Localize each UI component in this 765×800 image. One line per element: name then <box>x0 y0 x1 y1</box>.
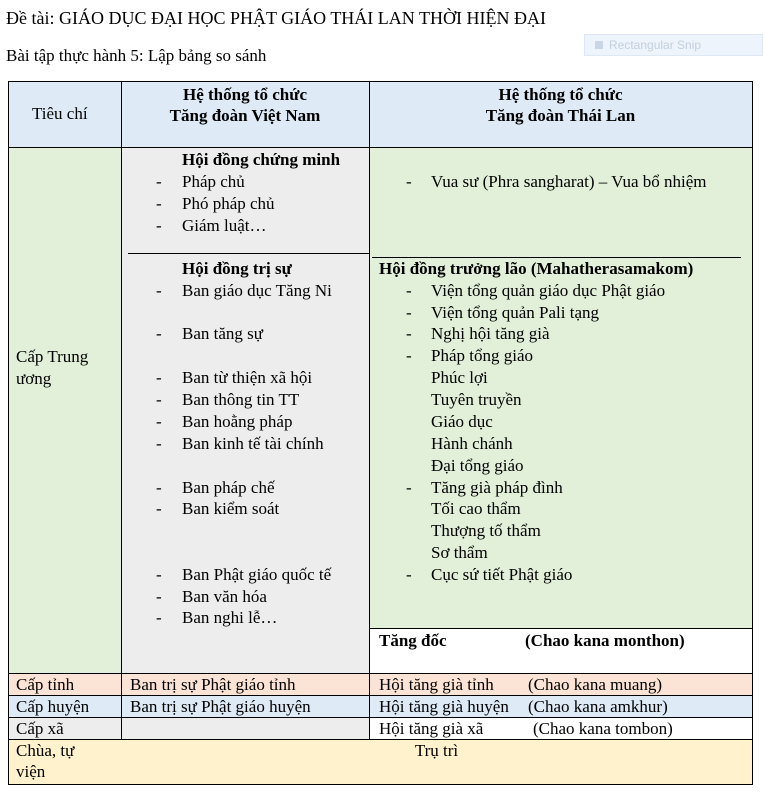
central-th-background <box>369 147 752 628</box>
column-divider-1 <box>121 81 122 739</box>
th-council-subitem: Thượng tố thẩm <box>431 521 541 540</box>
central-vn-inner-line <box>128 253 369 254</box>
snip-label: Rectangular Snip <box>609 38 702 52</box>
table-border-left <box>8 81 9 785</box>
province-vn: Ban trị sự Phật giáo tỉnh <box>130 675 296 694</box>
vn-council2-item: Ban pháp chế <box>182 478 275 497</box>
th-council-title: Hội đồng trưởng lão (Mahatherasamakom) <box>379 259 694 278</box>
th-monthon-paren: (Chao kana monthon) <box>525 631 685 650</box>
province-label: Cấp tỉnh <box>16 675 75 694</box>
th-monthon-title: Tăng đốc <box>379 631 447 650</box>
header-vn-line1: Hệ thống tổ chức <box>183 85 307 104</box>
dash-marker: - <box>156 478 162 497</box>
vn-council2-item: Ban hoằng pháp <box>182 412 293 431</box>
dash-marker: - <box>406 346 412 365</box>
row-line-district <box>8 695 753 696</box>
vn-council2-item: Ban tăng sự <box>182 324 263 343</box>
row-line-province <box>8 673 753 674</box>
th-council-item: Viện tổng quản giáo dục Phật giáo <box>431 281 666 300</box>
central-label: Cấp Trung ương <box>16 347 89 388</box>
vn-council1-item: Phó pháp chủ <box>182 194 275 213</box>
commune-th-paren: (Chao kana tombon) <box>533 719 673 738</box>
table-border-bottom <box>8 784 753 785</box>
table-border-top <box>8 81 753 82</box>
vn-council2-item: Ban văn hóa <box>182 587 267 606</box>
vn-council1-item: Giám luật… <box>182 216 267 235</box>
province-th-paren: (Chao kana muang) <box>528 675 663 694</box>
th-council-subitem: Đại tổng giáo <box>431 456 524 475</box>
vn-council2-item: Ban từ thiện xã hội <box>182 368 313 387</box>
dash-marker: - <box>406 281 412 300</box>
commune-vn-background <box>121 717 369 739</box>
th-council-subitem: Phúc lợi <box>431 368 488 387</box>
th-council-item: Viện tổng quản Pali tạng <box>431 303 600 322</box>
dash-marker: - <box>156 324 162 343</box>
dash-marker: - <box>406 478 412 497</box>
row-line-temple <box>8 739 753 740</box>
dash-marker: - <box>406 565 412 584</box>
district-th: Hội tăng già huyện <box>379 697 509 716</box>
dash-marker: - <box>406 172 412 191</box>
column-divider-2 <box>369 81 370 739</box>
th-council-item: Tăng già pháp đình <box>431 478 563 497</box>
central-th-inner-line <box>372 257 741 258</box>
vn-council2-title: Hội đồng trị sự <box>182 259 292 278</box>
vn-council1-item: Pháp chủ <box>182 172 245 191</box>
dash-marker: - <box>156 608 162 627</box>
th-supreme-patriarch: Vua sư (Phra sangharat) – Vua bổ nhiệm <box>431 172 707 191</box>
vn-council2-item: Ban giáo dục Tăng Ni <box>182 281 332 300</box>
vn-council2-item: Ban thông tin TT <box>182 390 300 409</box>
dash-marker: - <box>156 565 162 584</box>
th-council-subitem: Sơ thẩm <box>431 543 488 562</box>
temple-value: Trụ trì <box>414 741 459 760</box>
dash-marker: - <box>406 303 412 322</box>
central-label-background <box>8 147 121 673</box>
exercise-subtitle: Bài tập thực hành 5: Lập bảng so sánh <box>6 46 267 65</box>
th-council-item: Nghị hội tăng già <box>431 324 550 343</box>
dash-marker: - <box>156 281 162 300</box>
header-vn-line2: Tăng đoàn Việt Nam <box>169 106 321 125</box>
document-title: Đề tài: GIÁO DỤC ĐẠI HỌC PHẬT GIÁO THÁI LAN THỜI HIỆN ĐẠI <box>6 8 546 28</box>
dash-marker: - <box>156 587 162 606</box>
header-th-line2: Tăng đoàn Thái Lan <box>485 106 636 125</box>
commune-th: Hội tăng già xã <box>379 719 484 738</box>
header-criteria: Tiêu chí <box>32 104 88 123</box>
th-council-subitem: Tối cao thẩm <box>431 499 521 518</box>
province-th: Hội tăng già tỉnh <box>379 675 494 694</box>
dash-marker: - <box>156 194 162 213</box>
rectangular-snip-overlay[interactable] <box>584 34 763 56</box>
district-vn: Ban trị sự Phật giáo huyện <box>130 697 311 716</box>
snip-icon <box>595 41 603 49</box>
vn-council2-item: Ban Phật giáo quốc tế <box>182 565 332 584</box>
dash-marker: - <box>156 434 162 453</box>
dash-marker: - <box>156 368 162 387</box>
th-council-subitem: Giáo dục <box>431 412 493 431</box>
temple-label-line1: Chùa, tự <box>16 741 75 760</box>
table-border-right <box>752 81 753 785</box>
district-label: Cấp huyện <box>16 697 90 716</box>
temple-label-line2: viện <box>16 762 46 781</box>
dash-marker: - <box>156 412 162 431</box>
vn-council1-title: Hội đồng chứng minh <box>182 150 341 169</box>
dash-marker: - <box>156 499 162 518</box>
th-council-subitem: Tuyên truyền <box>431 390 522 409</box>
dash-marker: - <box>156 172 162 191</box>
dash-marker: - <box>406 324 412 343</box>
th-council-subitem: Hành chánh <box>431 434 513 453</box>
vn-council2-item: Ban kinh tế tài chính <box>182 434 324 453</box>
district-th-paren: (Chao kana amkhur) <box>528 697 668 716</box>
dash-marker: - <box>156 216 162 235</box>
row-line-commune <box>8 717 753 718</box>
dash-marker: - <box>156 390 162 409</box>
vn-council2-item: Ban kiểm soát <box>182 499 280 518</box>
header-th-line1: Hệ thống tổ chức <box>498 85 623 104</box>
central-th-bottom-line <box>369 628 753 629</box>
th-council-item: Pháp tổng giáo <box>431 346 533 365</box>
commune-label: Cấp xã <box>16 719 64 738</box>
vn-council2-item: Ban nghi lễ… <box>182 608 278 627</box>
th-council-item: Cục sứ tiết Phật giáo <box>431 565 573 584</box>
header-bottom-line <box>8 147 753 148</box>
